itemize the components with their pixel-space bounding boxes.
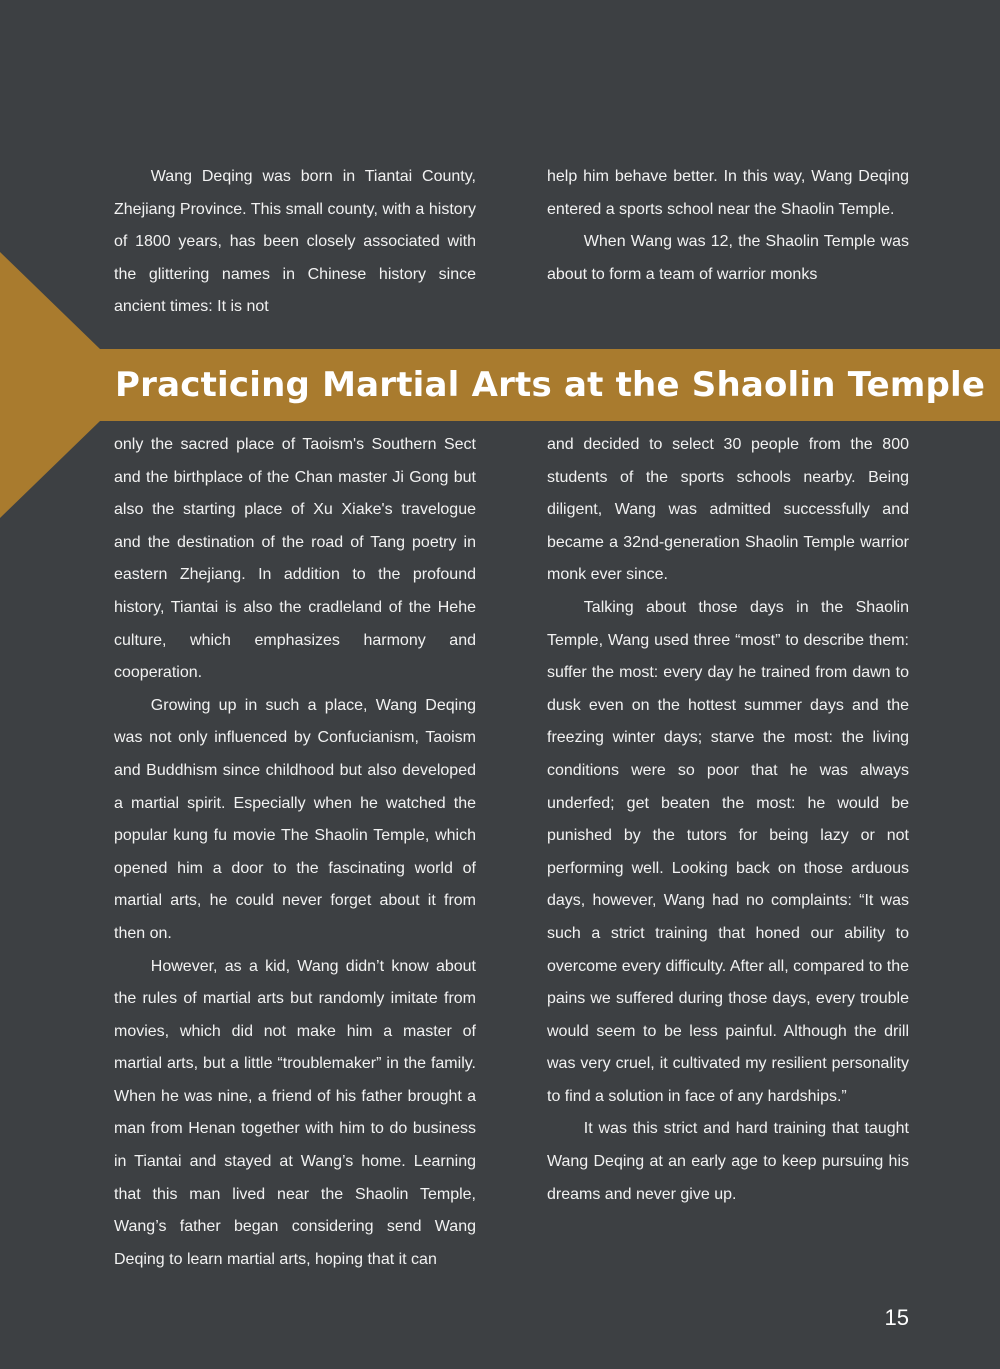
column-left-bottom xyxy=(114,429,476,1276)
paragraph: However, as a kid, Wang didn’t know about the rules of martial arts but randomly imitate from movies, which did not make him a master of martial arts, but a little “troublemaker” in the family. When he was nine, a friend of his father brought a man from Henan together with him to do business in Tiantai and stayed at Wang’s home. Learning that this man lived near the Shaolin Temple, Wang’s father began considering send Wang Deqing to learn martial arts, hoping that it can xyxy=(114,957,476,1268)
column-right-bottom xyxy=(547,429,909,1211)
paragraph: Talking about those days in the Shaolin Temple, Wang used three “most” to describe them: suffer the most: every day he trained from dawn to dusk even on the hottest summer days and the freezing winter days; starve the most: the living conditions were so poor that he was always underfed; get beaten the most: he would be punished by the tutors for being lazy or not performing well. Looking back on those arduous days, however, Wang had no complaints: “It was such a strict training that honed our ability to overcome every difficulty. After all, compared to the pains we suffered during those days, every trouble would seem to be less painful. Although the drill was very cruel, it cultivated my resilient personality to find a solution in face of any hardships.” xyxy=(547,598,909,1105)
paragraph: It was this strict and hard training that taught Wang Deqing at an early age to keep pursuing his dreams and never give up. xyxy=(547,1120,909,1203)
column-left-top xyxy=(114,161,476,324)
article-title: Practicing Martial Arts at the Shaolin Temple xyxy=(115,365,986,405)
paragraph: Wang Deqing was born in Tiantai County, Zhejiang Province. This small county, with a history of 1800 years, has been closely associated with the glittering names in Chinese history since ancient times: It is not xyxy=(114,168,476,316)
column-right-top xyxy=(547,161,909,291)
paragraph: only the sacred place of Taoism's Southern Sect and the birthplace of the Chan master Ji Gong but also the starting place of Xu Xiake's travelogue and the destination of the road of Tang poetry in eastern Zhejiang. In addition to the profound history, Tiantai is also the cradleland of the Hehe culture, which emphasizes harmony and cooperation. xyxy=(114,436,476,682)
paragraph: and decided to select 30 people from the 800 students of the sports schools nearby. Being diligent, Wang was admitted successfully and became a 32nd-generation Shaolin Temple warrior monk ever since. xyxy=(547,436,909,584)
page-number: 15 xyxy=(884,1305,909,1330)
paragraph: help him behave better. In this way, Wang Deqing entered a sports school near the Shaolin Temple. xyxy=(547,168,909,218)
paragraph: Growing up in such a place, Wang Deqing was not only influenced by Confucianism, Taoism and Buddhism since childhood but also developed a martial spirit. Especially when he watched the popular kung fu movie The Shaolin Temple, which opened him a door to the fascinating world of martial arts, he could never forget about it from then on. xyxy=(114,696,476,942)
arrow-chevron-decoration xyxy=(0,0,120,520)
paragraph: When Wang was 12, the Shaolin Temple was about to form a team of warrior monks xyxy=(547,233,909,283)
